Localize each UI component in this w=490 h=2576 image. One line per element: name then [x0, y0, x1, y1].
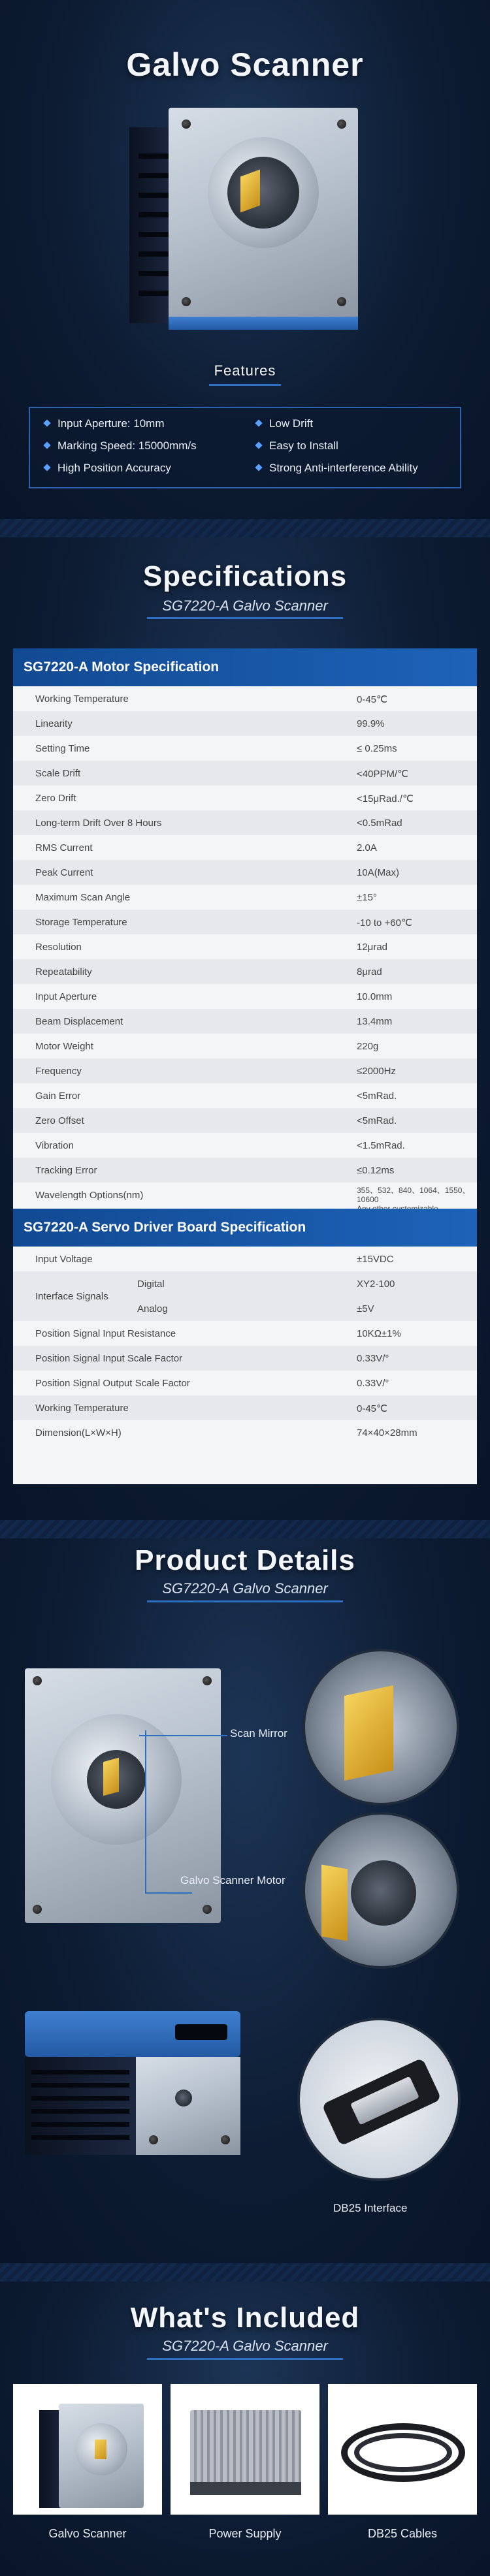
- table-row: Zero Offset <5mRad.: [13, 1108, 477, 1133]
- table-row: Zero Drift <15μRad./℃: [35, 793, 414, 804]
- specs-underline: [147, 617, 343, 619]
- spec-table: [13, 648, 477, 1484]
- details-subtitle: SG7220-A Galvo Scanner: [162, 1580, 328, 1597]
- hero-product-image: [129, 101, 365, 336]
- callout-line: [139, 1735, 227, 1736]
- feature-item: Easy to Install: [256, 439, 338, 453]
- table-row: Vibration <1.5mRad.: [35, 1140, 405, 1151]
- included-label: Power Supply: [208, 2527, 282, 2540]
- table-row: Scale Drift <40PPM/℃: [13, 761, 477, 786]
- driver-spec-header: SG7220-A Servo Driver Board Specification: [13, 1209, 477, 1247]
- hero-title: Galvo Scanner: [126, 46, 364, 83]
- table-row: Repeatability 8μrad: [13, 959, 477, 984]
- table-row: Frequency ≤2000Hz: [13, 1058, 477, 1083]
- feature-item: Strong Anti-interference Ability: [256, 462, 418, 475]
- label-galvo-motor: Galvo Scanner Motor: [180, 1874, 286, 1886]
- table-row: Beam Displacement 13.4mm: [13, 1009, 477, 1034]
- table-row: Position Signal Input Resistance 10KΩ±1%: [35, 1328, 401, 1339]
- feature-item: Input Aperture: 10mm: [44, 417, 164, 430]
- table-row: Working Temperature 0-45℃: [13, 1395, 477, 1420]
- details-underline: [147, 1600, 343, 1602]
- table-row: Peak Current 10A(Max): [13, 860, 477, 885]
- section-divider: [0, 2263, 490, 2282]
- diamond-icon: [43, 441, 50, 449]
- motor-closeup: [302, 1812, 459, 1969]
- included-label: Galvo Scanner: [48, 2527, 127, 2540]
- diamond-icon: [255, 419, 262, 426]
- table-row: Setting Time ≤ 0.25ms: [35, 743, 397, 754]
- details-title: Product Details: [135, 1544, 355, 1576]
- table-row: Motor Weight 220g: [35, 1041, 379, 1052]
- included-card-cables: [328, 2384, 477, 2515]
- table-row: Input Voltage ±15VDC: [35, 1254, 394, 1265]
- callout-line: [145, 1892, 192, 1894]
- table-row: Linearity 99.9%: [13, 711, 477, 736]
- detail-side-image: [25, 2011, 240, 2161]
- diamond-icon: [255, 464, 262, 471]
- specs-title: Specifications: [142, 560, 348, 592]
- included-card-scanner: [13, 2384, 162, 2515]
- feature-item: Low Drift: [256, 417, 313, 430]
- motor-spec-header: SG7220-A Motor Specification: [13, 648, 477, 686]
- table-row: Gain Error <5mRad.: [35, 1090, 397, 1102]
- section-divider: [0, 519, 490, 537]
- table-row: Dimension(L×W×H) 74×40×28mm: [35, 1427, 417, 1439]
- specs-subtitle: SG7220-A Galvo Scanner: [162, 597, 328, 614]
- scan-mirror-closeup: [302, 1649, 459, 1805]
- section-divider: [0, 1520, 490, 1538]
- table-row: Tracking Error ≤0.12ms: [13, 1158, 477, 1183]
- table-row: Position Signal Input Scale Factor 0.33V/°: [13, 1346, 477, 1371]
- table-row: Input Aperture 10.0mm: [35, 991, 393, 1002]
- table-row: Position Signal Output Scale Factor 0.33V/°: [35, 1378, 389, 1389]
- feature-item: High Position Accuracy: [44, 462, 171, 475]
- included-card-power: [171, 2384, 319, 2515]
- features-heading: Features: [214, 362, 276, 379]
- feature-item: Marking Speed: 15000mm/s: [44, 439, 197, 453]
- table-row: Interface Signals Digital XY2-100 Analog ±5V: [13, 1271, 477, 1321]
- table-row: Long-term Drift Over 8 Hours <0.5mRad: [13, 810, 477, 835]
- diamond-icon: [255, 441, 262, 449]
- diamond-icon: [43, 419, 50, 426]
- callout-line: [145, 1730, 146, 1894]
- included-subtitle: SG7220-A Galvo Scanner: [162, 2338, 328, 2354]
- table-row: Working Temperature 0-45℃: [35, 693, 387, 705]
- label-db25: DB25 Interface: [333, 2202, 408, 2214]
- included-underline: [147, 2358, 343, 2360]
- table-row: Maximum Scan Angle ±15°: [35, 892, 377, 903]
- table-row: Wavelength Options(nm) 355、532、840、1064、1550、10600: [35, 1186, 470, 1204]
- features-underline: [209, 384, 281, 386]
- label-scan-mirror: Scan Mirror: [230, 1727, 287, 1740]
- table-row: RMS Current 2.0A: [35, 842, 377, 853]
- table-row: Storage Temperature -10 to +60℃: [13, 910, 477, 934]
- diamond-icon: [43, 464, 50, 471]
- db25-closeup: [297, 2018, 461, 2181]
- included-title: What's Included: [130, 2302, 360, 2334]
- features-box: [29, 407, 461, 488]
- included-label: DB25 Cables: [367, 2527, 438, 2540]
- table-row: Resolution 12μrad: [35, 942, 388, 953]
